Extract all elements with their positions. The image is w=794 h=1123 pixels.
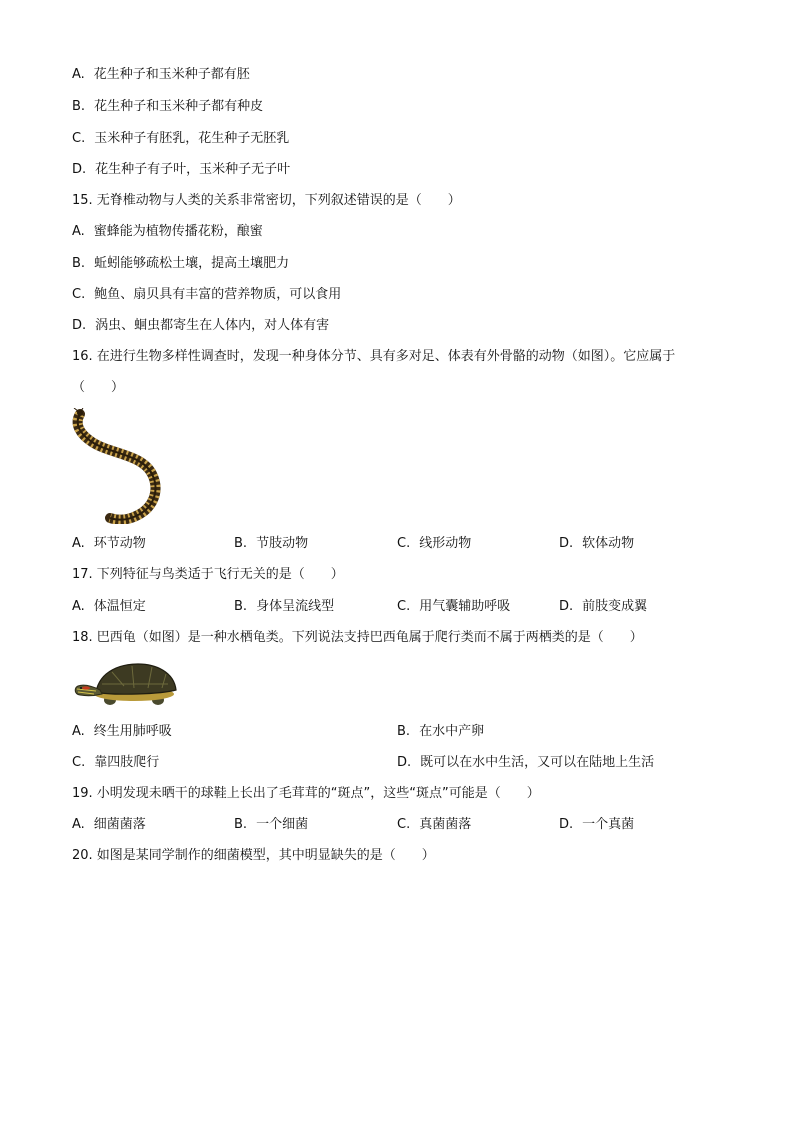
option-letter: D. <box>559 536 574 551</box>
option-text: 蜜蜂能为植物传播花粉，酿蜜 <box>93 224 263 239</box>
q18-option-a <box>72 723 172 741</box>
q16-option-c <box>397 535 471 553</box>
option-letter: A. <box>72 536 85 551</box>
q16-stem: 16. 在进行生物多样性调查时，发现一种身体分节、具有多对足、体表有外骨骼的动物（如图）。它应属于 <box>72 349 676 364</box>
q19-option-d <box>559 816 634 834</box>
option-text: 环节动物 <box>93 536 146 551</box>
option-letter: B. <box>72 99 86 114</box>
option-text: 线形动物 <box>419 536 472 551</box>
q16-option-d <box>559 535 634 553</box>
option-letter: D. <box>559 599 574 614</box>
option-text: 细菌菌落 <box>93 817 146 832</box>
option-letter: B. <box>72 256 86 271</box>
option-text: 一个真菌 <box>582 817 635 832</box>
q16-option-a <box>72 535 146 553</box>
q15-option-b <box>72 255 289 273</box>
q19-option-a <box>72 816 146 834</box>
q19-option-c <box>397 816 471 834</box>
option-letter: A. <box>72 224 85 239</box>
option-letter: A. <box>72 599 85 614</box>
q17-option-a <box>72 598 146 616</box>
q18-option-d <box>397 754 654 772</box>
q17-option-b <box>234 598 334 616</box>
q19-option-b <box>234 816 308 834</box>
option-letter: B. <box>234 599 248 614</box>
q15-stem: 15. 无脊椎动物与人类的关系非常密切，下列叙述错误的是（ ） <box>72 193 461 208</box>
q14-option-b <box>72 98 263 116</box>
option-letter: D. <box>72 318 87 333</box>
q18-option-c <box>72 754 159 772</box>
q17-option-c <box>397 598 510 616</box>
option-letter: A. <box>72 724 85 739</box>
option-text: 身体呈流线型 <box>256 599 335 614</box>
option-text: 真菌菌落 <box>419 817 472 832</box>
option-text: 蚯蚓能够疏松土壤，提高土壤肥力 <box>94 256 290 271</box>
option-letter: C. <box>72 131 86 146</box>
option-letter: B. <box>234 536 248 551</box>
q15-option-d <box>72 317 329 335</box>
q16-stem-continued: （ ） <box>72 380 125 395</box>
option-text: 玉米种子有胚乳，花生种子无胚乳 <box>94 131 290 146</box>
option-text: 体温恒定 <box>93 599 146 614</box>
q16-option-b <box>234 535 308 553</box>
option-text: 鲍鱼、扇贝具有丰富的营养物质，可以食用 <box>94 287 342 302</box>
option-text: 前肢变成翼 <box>582 599 648 614</box>
option-letter: A. <box>72 67 85 82</box>
option-text: 一个细菌 <box>256 817 309 832</box>
turtle-image <box>72 660 180 708</box>
q17-stem: 17. 下列特征与鸟类适于飞行无关的是（ ） <box>72 567 344 582</box>
option-text: 节肢动物 <box>256 536 309 551</box>
q15-option-a <box>72 223 263 241</box>
q18-option-b <box>397 723 484 741</box>
option-text: 软体动物 <box>582 536 635 551</box>
option-text: 用气囊辅助呼吸 <box>419 599 511 614</box>
option-letter: C. <box>397 536 411 551</box>
option-text: 靠四肢爬行 <box>94 755 160 770</box>
option-text: 花生种子和玉米种子都有种皮 <box>94 99 264 114</box>
q14-option-a <box>72 66 250 84</box>
q18-stem: 18. 巴西龟（如图）是一种水栖龟类。下列说法支持巴西龟属于爬行类而不属于两栖类的是（ ） <box>72 630 643 645</box>
q14-option-c <box>72 130 289 148</box>
q20-stem: 20. 如图是某同学制作的细菌模型，其中明显缺失的是（ ） <box>72 848 435 863</box>
option-letter: A. <box>72 817 85 832</box>
option-letter: C. <box>397 599 411 614</box>
option-text: 既可以在水中生活，又可以在陆地上生活 <box>420 755 655 770</box>
q14-option-d <box>72 161 290 179</box>
option-text: 在水中产卵 <box>419 724 485 739</box>
option-text: 花生种子和玉米种子都有胚 <box>93 67 250 82</box>
option-text: 涡虫、蛔虫都寄生在人体内，对人体有害 <box>95 318 330 333</box>
q17-option-d <box>559 598 647 616</box>
q19-stem: 19. 小明发现未晒干的球鞋上长出了毛茸茸的“斑点”，这些“斑点”可能是（ ） <box>72 786 540 801</box>
option-letter: B. <box>234 817 248 832</box>
q15-option-c <box>72 286 341 304</box>
option-text: 终生用肺呼吸 <box>93 724 172 739</box>
option-letter: D. <box>559 817 574 832</box>
option-letter: D. <box>397 755 412 770</box>
option-letter: D. <box>72 162 87 177</box>
millipede-image <box>72 408 164 524</box>
option-letter: C. <box>397 817 411 832</box>
option-letter: B. <box>397 724 411 739</box>
option-letter: C. <box>72 755 86 770</box>
option-letter: C. <box>72 287 86 302</box>
option-text: 花生种子有子叶，玉米种子无子叶 <box>95 162 291 177</box>
